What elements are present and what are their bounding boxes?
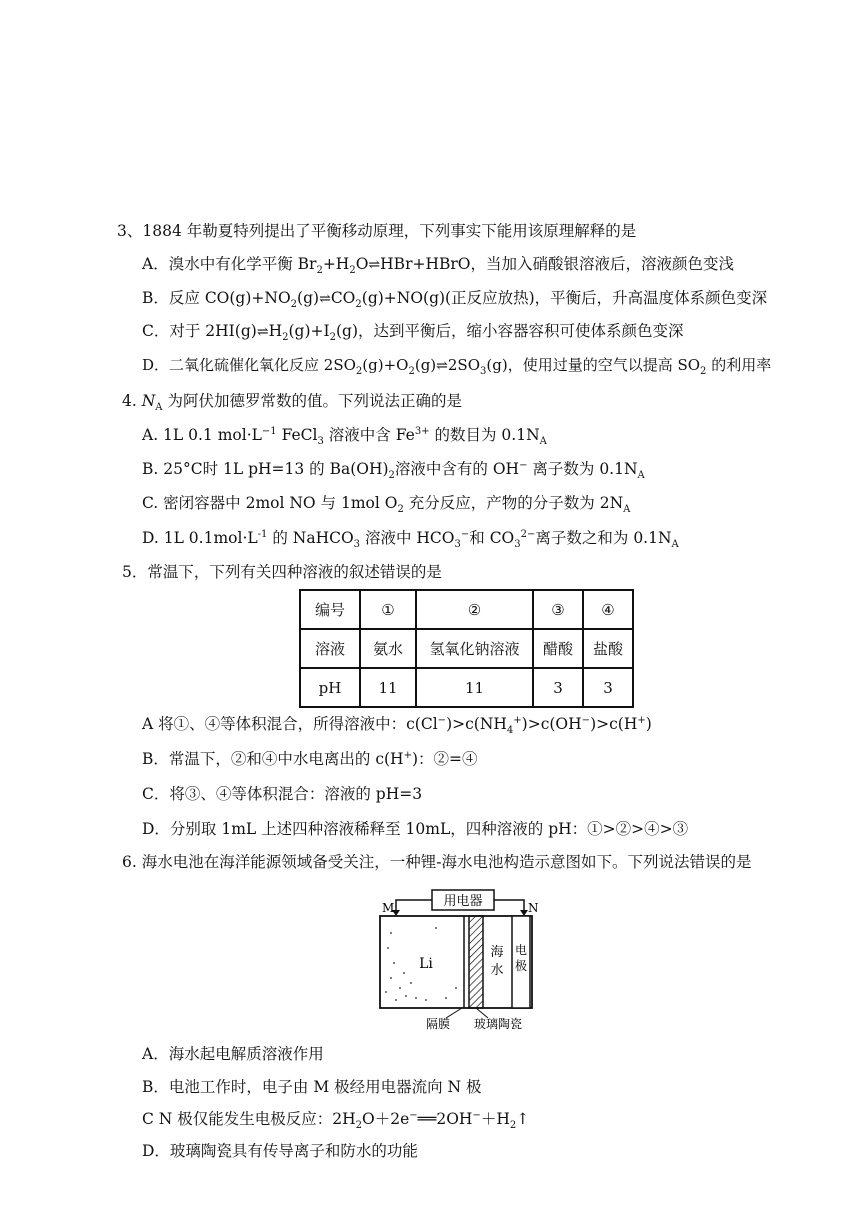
q5-option-a: A 将①、④等体积混合，所得溶液中：$c(Cl^-)>c(NH_4^+)>c(OH^-)>c(H^+)$ (142, 714, 652, 737)
q4-stem-line: 4. $N_A$ 为阿伏加德罗常数的值。下列说法正确的是 (122, 392, 462, 414)
ceramic-label: 玻璃陶瓷 (474, 1017, 523, 1030)
q3-option-b: B．反应 $CO(g)+NO_2(g)\rightleftharpoons CO_2(g)+NO(g)$(正反应放热)，平衡后，升高温度体系颜色变深 (142, 289, 768, 311)
q6-option-d: D．玻璃陶瓷具有传导离子和防水的功能 (142, 1142, 418, 1160)
electrode-label-1: 电 (514, 943, 528, 957)
q3-option-c: C．对于 $2HI(g)\rightleftharpoons H_2(g)+I_2(g)$，达到平衡后，缩小容器容积可使体系颜色变深 (142, 322, 684, 344)
device-label: 用电器 (443, 894, 483, 909)
q6-option-c: C N 极仅能发生电极反应：$2H_2O+2e^-══2OH^-+H_2↑$ (142, 1109, 530, 1132)
q6-stem: 海水电池在海洋能源领域备受关注，一种锂-海水电池构造示意图如下。下列说法错误的是 (141, 853, 752, 871)
q4-option-a: A. 1L 0.1 $mol\cdot L^{-1}$ FeCl$_3$ 溶液中含 $Fe^{3+}$ 的数目为 $0.1N_A$ (142, 425, 547, 448)
equilibrium-arrow-icon: ⇌ (436, 358, 448, 374)
battery-diagram-svg (376, 888, 546, 1030)
equilibrium-arrow-icon: ⇌ (319, 291, 331, 307)
li-label: Li (419, 956, 433, 972)
table-row: pH 11 11 3 3 (300, 668, 633, 707)
q4-option-d: D. 1L $0.1mol\cdot L^{-1}$ 的 NaHCO$_3$ 溶液中 $HCO_3^-$和 $CO_3^{2-}$离子数之和为 $0.1N_A$ (142, 528, 679, 551)
q5-stem-line (122, 561, 442, 583)
equilibrium-arrow-icon: ⇌ (256, 324, 269, 340)
q5-option-c: C．将③、④等体积混合：溶液的 pH=3 (142, 785, 423, 803)
q3-number: 3、 (117, 222, 143, 240)
separator-label: 隔膜 (426, 1017, 451, 1030)
q6-stem-line (122, 851, 751, 873)
glass-ceramic (469, 916, 483, 1008)
q3-stem: 1884 年勒夏特列提出了平衡移动原理，下列事实下能用该原理解释的是 (142, 222, 637, 240)
battery-diagram (376, 888, 546, 1030)
electrode-label-2: 极 (514, 959, 528, 973)
q6-number: 6. (122, 853, 142, 871)
q6-option-b: B．电池工作时，电子由 M 极经用电器流向 N 极 (142, 1078, 482, 1096)
q5-stem: 常温下，下列有关四种溶液的叙述错误的是 (147, 563, 442, 581)
q3-stem-line (117, 220, 636, 242)
seawater-label-1: 海 (490, 945, 504, 960)
q3-option-a: A．溴水中有化学平衡 $Br_2+H_2O\rightleftharpoons HBr+HBrO$，当加入硝酸银溶液后，溶液颜色变浅 (142, 255, 734, 277)
arrow-right-icon (520, 910, 528, 916)
q4-option-b: B. 25°C时 1L pH=13 的 $Ba(OH)_2$溶液中含有的 OH− 离子数为 $0.1N_A$ (142, 459, 645, 482)
table-row: 编号 ① ② ③ ④ (300, 590, 633, 629)
q5-option-d: D．分别取 1mL 上述四种溶液稀释至 10mL，四种溶液的 pH：①>②>④>③ (142, 820, 689, 838)
wire-left (396, 900, 432, 913)
q5-number: 5． (122, 563, 148, 581)
seawater-label-2: 水 (490, 963, 504, 978)
q4-number: 4. (122, 392, 142, 410)
table-row: 溶液 氨水 氢氧化钠溶液 醋酸 盐酸 (300, 629, 633, 668)
wire-right (494, 900, 524, 913)
q4-stem: 为阿伏加德罗常数的值。下列说法正确的是 (162, 392, 462, 410)
battery-container (380, 916, 532, 1008)
q6-option-a: A．海水起电解质溶液作用 (142, 1045, 324, 1063)
q3-option-d: D．二氧化硫催化氧化反应 $2SO_2(g)+O_2(g)\rightleftharpoons 2SO_3(g)$，使用过量的空气以提高 $SO_2$ 的利用率 (142, 356, 772, 377)
solution-table (299, 589, 634, 708)
q5-option-b: B．常温下，②和④中水电离出的 c(H+)：②=④ (142, 749, 478, 768)
electrode-n-label: N (528, 901, 539, 915)
q4-option-c: C. 密闭容器中 2mol NO 与 1mol $O_2$ 充分反应，产物的分子数为 $2N_A$ (142, 494, 631, 516)
electrode-m-label: M (382, 901, 395, 915)
equilibrium-arrow-icon: ⇌ (368, 257, 381, 273)
